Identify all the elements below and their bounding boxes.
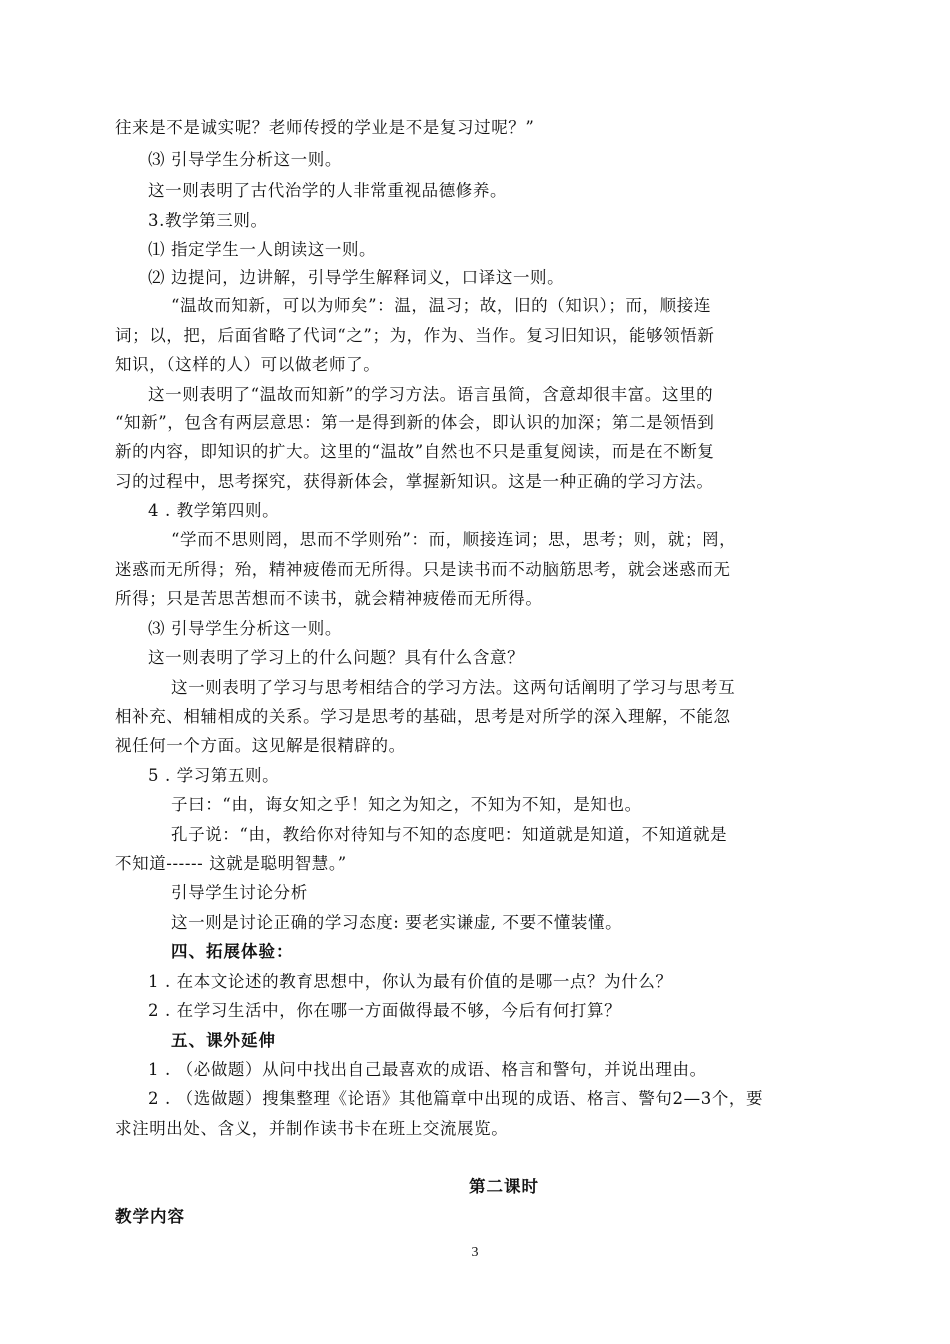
- text-line: ⑴ 指定学生一人朗读这一则。: [148, 240, 377, 259]
- text-line: 所得；只是苦思苦想而不读书，就会精神疲倦而无所得。: [115, 589, 543, 608]
- text-line: ⑶ 引导学生分析这一则。: [148, 619, 342, 638]
- section-heading: 四、拓展体验：: [171, 942, 294, 961]
- text-line: 子曰：“由，诲女知之乎！知之为知之，不知为不知，是知也。: [171, 795, 642, 814]
- text-line: 习的过程中，思考探究，获得新体会，掌握新知识。这是一种正确的学习方法。: [115, 472, 714, 491]
- text-line: 2 . （选做题）搜集整理《论语》其他篇章中出现的成语、格言、警句2—3个，要: [148, 1089, 764, 1108]
- text-line: 往来是不是诚实呢？老师传授的学业是不是复习过呢？”: [115, 118, 535, 137]
- text-line: 迷惑而无所得；殆，精神疲倦而无所得。只是读书而不动脑筋思考，就会迷惑而无: [115, 560, 731, 579]
- text-line: ⑶ 引导学生分析这一则。: [148, 150, 342, 169]
- text-line: 孔子说：“由，教给你对待知与不知的态度吧：知道就是知道，不知道就是: [171, 825, 728, 844]
- text-line: 4 . 教学第四则。: [148, 501, 280, 520]
- text-line: 不知道------ 这就是聪明智慧。”: [115, 854, 347, 873]
- text-line: 这一则表明了学习与思考相结合的学习方法。这两句话阐明了学习与思考互: [171, 678, 736, 697]
- page-number: 3: [471, 1245, 479, 1260]
- text-line: ⑵ 边提问，边讲解，引导学生解释词义，口译这一则。: [148, 268, 565, 287]
- text-line: 1 . 在本文论述的教育思想中，你认为最有价值的是哪一点？为什么？: [148, 972, 673, 991]
- text-line: 3.教学第三则。: [148, 211, 268, 230]
- text-line: 这一则表明了学习上的什么问题？具有什么含意？: [148, 648, 525, 667]
- lesson-title: 第二课时: [469, 1177, 539, 1196]
- text-line: 视任何一个方面。这见解是很精辟的。: [115, 736, 406, 755]
- text-line: 相补充、相辅相成的关系。学习是思考的基础，思考是对所学的深入理解，不能忽: [115, 707, 731, 726]
- text-line: 这一则表明了“温故而知新”的学习方法。语言虽简，含意却很丰富。这里的: [148, 385, 714, 404]
- text-line: 新的内容，即知识的扩大。这里的“温故”自然也不只是重复阅读，而是在不断复: [115, 442, 715, 461]
- text-line: 1 . （必做题）从问中找出自己最喜欢的成语、格言和警句，并说出理由。: [148, 1060, 707, 1079]
- subsection-heading: 教学内容: [115, 1207, 185, 1226]
- text-line: 5 . 学习第五则。: [148, 766, 280, 785]
- text-line: 这一则表明了古代治学的人非常重视品德修养。: [148, 181, 508, 200]
- text-line: “学而不思则罔，思而不学则殆”：而，顺接连词；思，思考；则，就；罔，: [171, 530, 737, 549]
- text-line: “知新”，包含有两层意思：第一是得到新的体会，即认识的加深；第二是领悟到: [115, 413, 715, 432]
- text-line: 知识，（这样的人）可以做老师了。: [115, 355, 381, 374]
- text-line: 2 . 在学习生活中，你在哪一方面做得最不够，今后有何打算？: [148, 1001, 622, 1020]
- text-line: 词；以，把，后面省略了代词“之”；为，作为、当作。复习旧知识，能够领悟新: [115, 326, 715, 345]
- section-heading: 五、课外延伸: [171, 1031, 276, 1050]
- text-line: 这一则是讨论正确的学习态度: 要老实谦虚, 不要不懂装懂。: [171, 913, 623, 932]
- text-line: 求注明出处、含义，并制作读书卡在班上交流展览。: [115, 1119, 509, 1138]
- text-line: 引导学生讨论分析: [171, 883, 308, 902]
- text-line: “温故而知新，可以为师矣”：温，温习；故，旧的（知识）；而，顺接连: [171, 296, 711, 315]
